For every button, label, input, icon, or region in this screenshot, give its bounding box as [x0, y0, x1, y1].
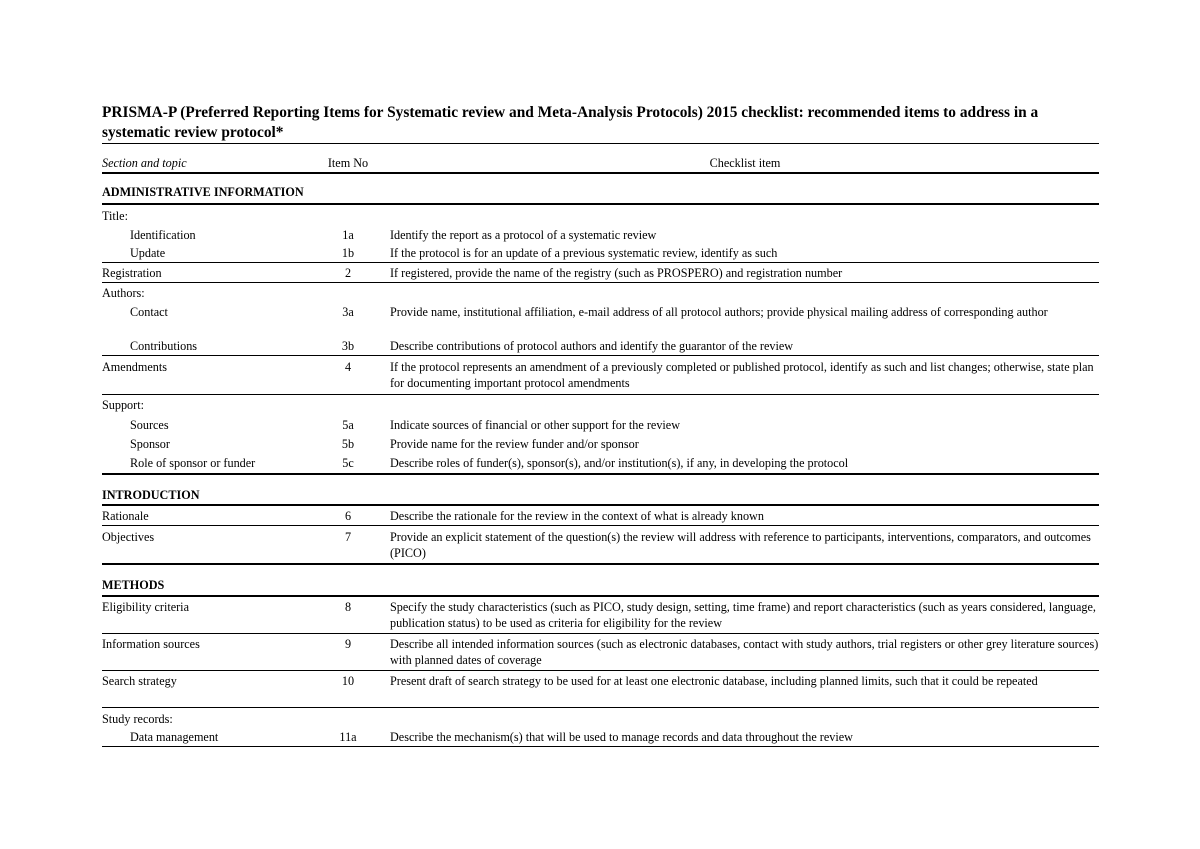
header-section-topic: Section and topic [102, 156, 187, 170]
header-item-no: Item No [327, 156, 369, 170]
section-heading-administrative: ADMINISTRATIVE INFORMATION [102, 174, 1099, 205]
page-title: PRISMA-P (Preferred Reporting Items for Systematic review and Meta-Analysis Protocols) 2015 checklist: recommended items to address in a systematic review protocol* [102, 104, 1039, 141]
table-row: Eligibility criteria 8 Specify the study characteristics (such as PICO, study design, setting, time frame) and report characteristics (such as years considered, language, publication status) to be used as criteria for eligibility for the review [102, 597, 1099, 634]
table-row: Amendments 4 If the protocol represents an amendment of a previously completed or published protocol, identify as such and list changes; otherwise, state plan for documenting important protocol amendments [102, 356, 1099, 395]
table-row: Identification 1a Identify the report as a protocol of a systematic review [130, 228, 657, 242]
table-row: Data management 11a Describe the mechanism(s) that will be used to manage records and data throughout the review [102, 728, 1099, 747]
header-checklist-item: Checklist item [709, 156, 781, 170]
table-row: Role of sponsor or funder 5c Describe roles of funder(s), sponsor(s), and/or institution(s), if any, in developing the protocol [102, 454, 1099, 475]
table-row: Update 1b If the protocol is for an update of a previous systematic review, identify as such [102, 244, 1099, 263]
table-row: Sources 5a Indicate sources of financial or other support for the review [130, 418, 681, 432]
checklist-table [102, 143, 1099, 747]
table-row: Search strategy 10 Present draft of search strategy to be used for at least one electronic database, including planned limits, such that it could be repeated [102, 671, 1099, 708]
table-row: Objectives 7 Provide an explicit statement of the question(s) the review will address with reference to participants, interventions, comparators, and outcomes (PICO) [102, 526, 1099, 565]
section-heading-methods: METHODS [102, 565, 1099, 597]
table-row: Rationale 6 Describe the rationale for the review in the context of what is already known [102, 506, 1099, 526]
table-row: Contact 3a Provide name, institutional affiliation, e-mail address of all protocol authors; provide physical mailing address of corresponding author [130, 305, 1048, 319]
group-row-study-records: Study records: [102, 712, 173, 726]
group-row-support: Support: [102, 398, 144, 412]
section-heading-introduction: INTRODUCTION [102, 475, 1099, 506]
group-row-title: Title: [102, 209, 128, 223]
table-row: Sponsor 5b Provide name for the review funder and/or sponsor [130, 437, 639, 451]
table-row: Information sources 9 Describe all intended information sources (such as electronic databases, contact with study authors, trial registers or other grey literature sources) with planned dates of coverage [102, 634, 1099, 671]
group-row-authors: Authors: [102, 286, 145, 300]
table-header-row [102, 143, 1099, 174]
table-row: Contributions 3b Describe contributions of protocol authors and identify the guarantor of the review [102, 336, 1099, 356]
table-row: Registration 2 If registered, provide the name of the registry (such as PROSPERO) and registration number [102, 263, 1099, 283]
